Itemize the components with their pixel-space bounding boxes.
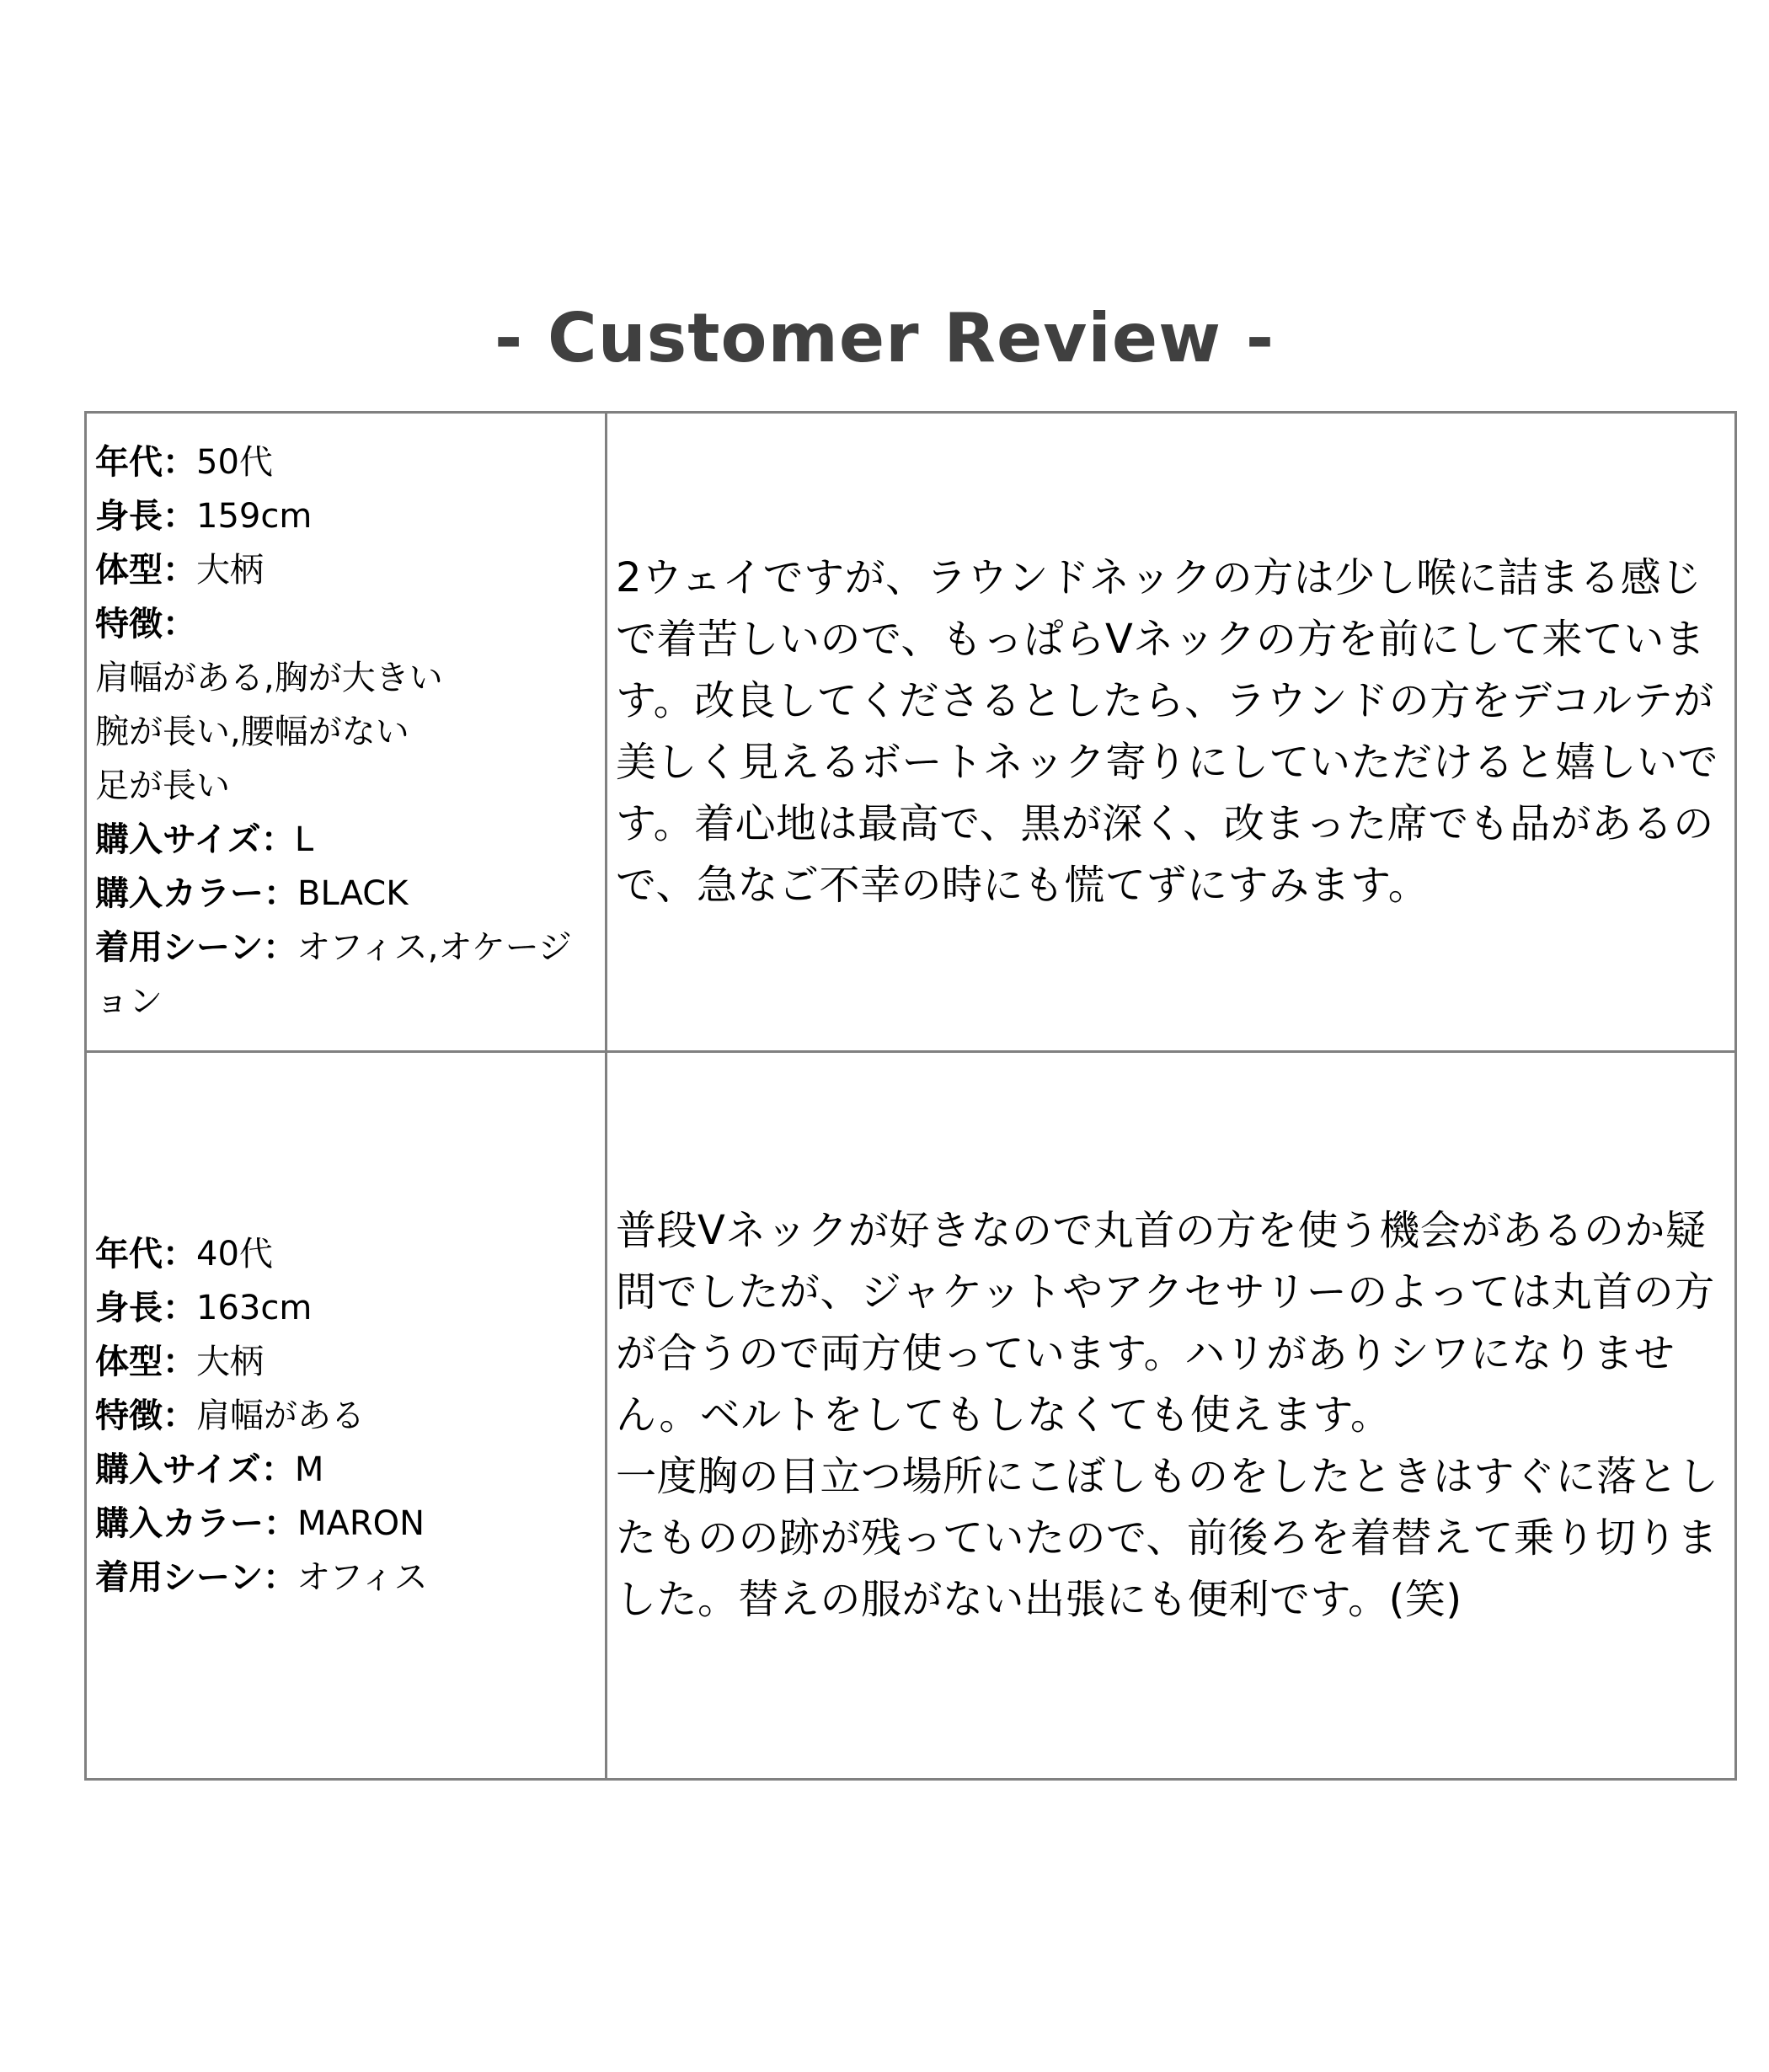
- profile-scene: 着用シーン：オフィス,オケージョン: [95, 928, 572, 1021]
- profile-color: 購入カラー：BLACK: [95, 874, 409, 913]
- reviewer-profile: [95, 1227, 596, 1605]
- review-comment-paragraph: 普段Vネックが好きなので丸首の方を使う機会があるのか疑問でしたが、ジャケットやアクセサリーのよっては丸首の方が合うので両方使っています。ハリがありシワになりません。ベルトをしてもしなくても使えます。: [616, 1207, 1715, 1439]
- reviewer-profile-cell: [86, 413, 607, 1052]
- reviewer-profile-cell: [86, 1052, 607, 1780]
- review-comment-paragraph: 一度胸の目立つ場所にこぼしものをしたときはすぐに落としたものの跡が残っていたので、前後ろを着替えて乗り切りました。替えの服がない出張にも便利です。(笑): [616, 1453, 1719, 1623]
- profile-body-type: 体型：大柄: [95, 1342, 264, 1381]
- profile-features-heading: 特徴：: [95, 605, 196, 643]
- review-table: [84, 411, 1737, 1781]
- profile-feature-item: 肩幅がある,胸が大きい: [95, 659, 443, 697]
- profile-height: 身長：163cm: [95, 1288, 313, 1327]
- profile-height: 身長：159cm: [95, 497, 313, 536]
- profile-features: 特徴：肩幅がある: [95, 1396, 365, 1435]
- profile-size: 購入サイズ：L: [95, 820, 314, 859]
- review-row: [86, 1052, 1736, 1780]
- profile-age: 年代：40代: [95, 1234, 273, 1274]
- profile-feature-item: 腕が長い,腰幅がない: [95, 713, 409, 751]
- review-row: [86, 413, 1736, 1052]
- profile-body-type: 体型：大柄: [95, 551, 264, 590]
- reviewer-profile: [95, 435, 596, 1028]
- profile-size: 購入サイズ：M: [95, 1450, 324, 1489]
- review-comment-cell: [607, 413, 1736, 1052]
- review-comment-cell: [607, 1052, 1736, 1780]
- review-comment: 2ウェイですが、ラウンドネックの方は少し喉に詰まる感じで着苦しいので、もっぱらVネックの方を前にして来ています。改良してくださるとしたら、ラウンドの方をデコルテが美しく見えるボートネック寄りにしていただけると嬉しいです。着心地は最高で、黒が深く、改まった席でも品があるので、急なご不幸の時にも慌てずにすみます。: [616, 554, 1719, 909]
- page-title: - Customer Review -: [494, 299, 1275, 377]
- review-comment: [616, 1200, 1726, 1631]
- profile-feature-item: 足が長い: [95, 766, 230, 805]
- profile-scene: 着用シーン：オフィス: [95, 1557, 428, 1597]
- profile-age: 年代：50代: [95, 443, 273, 482]
- profile-color: 購入カラー：MARON: [95, 1503, 425, 1543]
